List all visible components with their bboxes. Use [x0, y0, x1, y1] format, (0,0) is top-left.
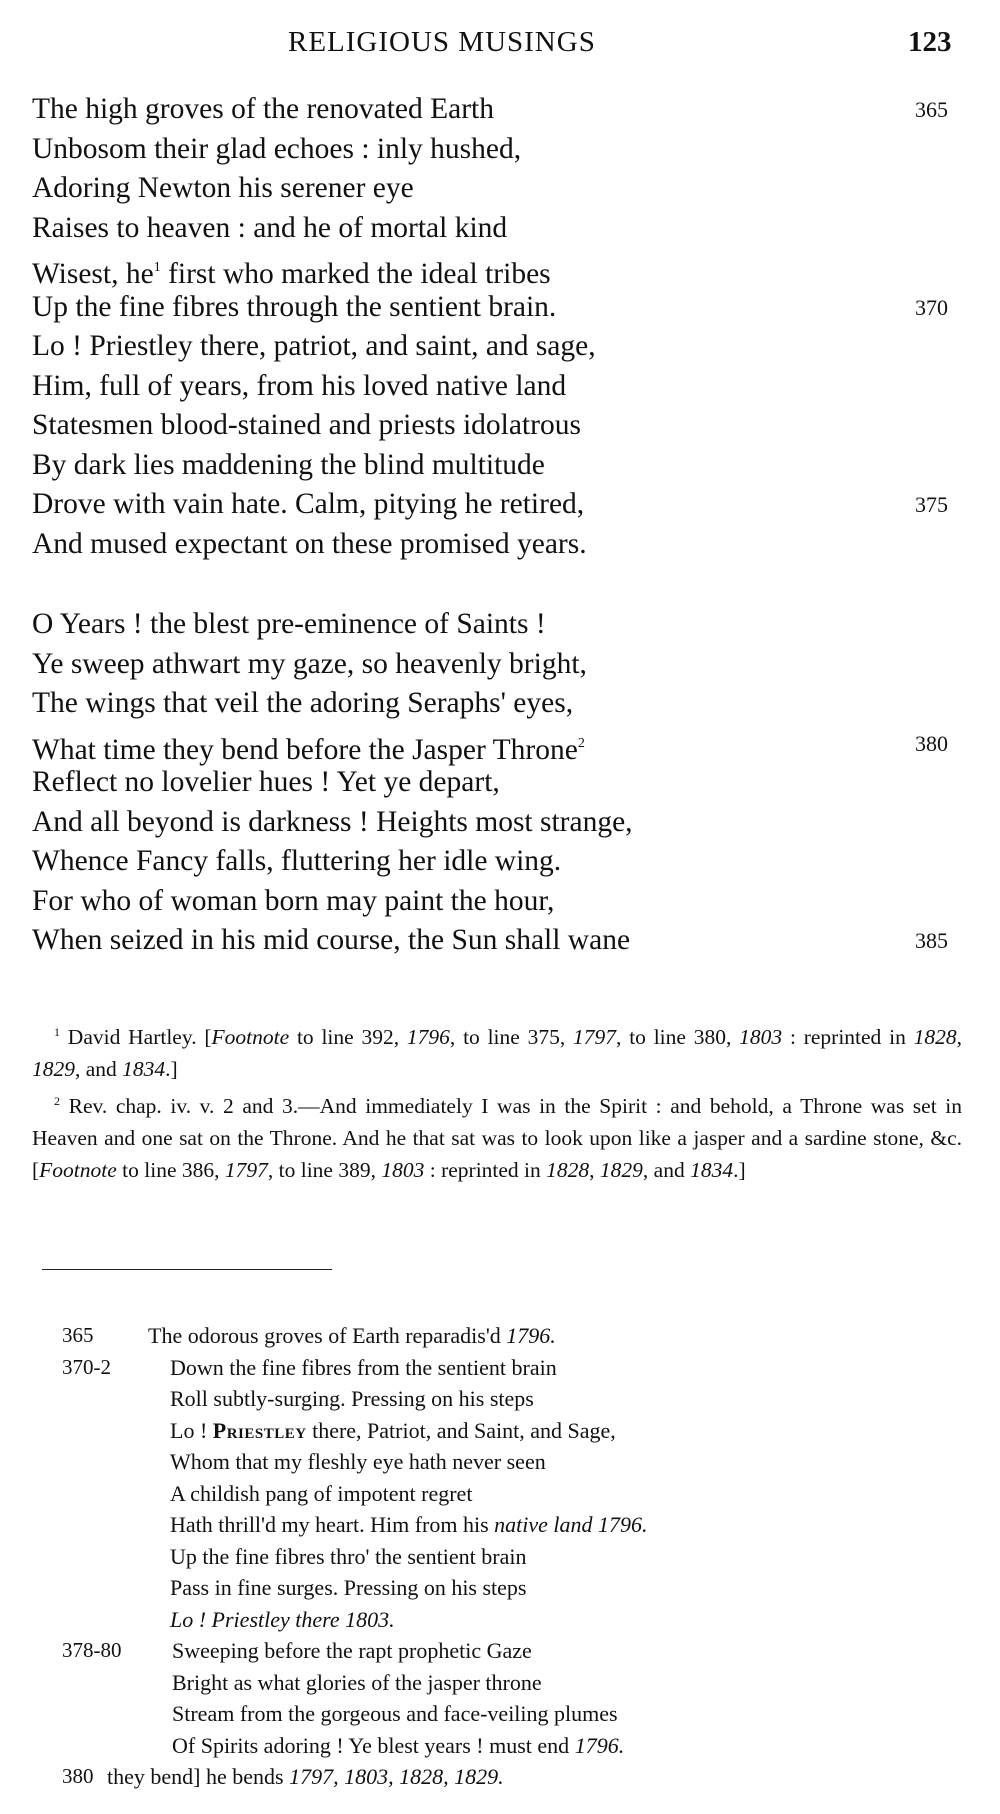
line-number: 375: [915, 492, 948, 517]
variant-line: [62, 1352, 962, 1384]
variant-year: 1796.: [506, 1323, 556, 1348]
verse-line: [32, 367, 962, 407]
variant-line-number: 378-80: [62, 1638, 122, 1662]
footnote-marker: 2: [54, 1094, 60, 1108]
page-number: 123: [908, 26, 952, 58]
variant-text: [148, 1320, 556, 1352]
fn-text: to line 392,: [289, 1025, 407, 1049]
variant-text: [170, 1415, 616, 1447]
verse-line: [32, 803, 962, 843]
line-number: 380: [915, 730, 948, 756]
line-text: And mused expectant on these promised years.: [32, 527, 587, 560]
footnote-1: [32, 1016, 962, 1085]
line-text: Drove with vain hate. Calm, pitying he retired,: [32, 488, 585, 520]
line-text: Ye sweep athwart my gaze, so heavenly bright,: [32, 647, 587, 680]
fn-italic: 1796: [406, 1025, 450, 1049]
fn-italic: Footnote: [39, 1158, 117, 1182]
stanza-2: [32, 605, 962, 961]
fn-text: , to line 380,: [616, 1025, 740, 1049]
fn-text: , and: [642, 1158, 691, 1182]
line-text: Raises to heaven : and he of mortal kind: [32, 211, 508, 244]
variant-text-part: The odorous groves of Earth reparadis'd: [148, 1323, 507, 1348]
line-text: Wisest, he: [32, 258, 154, 290]
fn-italic: 1829: [599, 1158, 643, 1182]
line-text: Reflect no lovelier hues ! Yet ye depart,: [32, 766, 500, 798]
verse-line: [32, 684, 962, 724]
footnote-ref-2[interactable]: 2: [577, 735, 585, 751]
fn-italic: 1797: [573, 1025, 617, 1049]
variant-year: 1796.: [574, 1732, 625, 1758]
fn-text: , to line 375,: [449, 1025, 574, 1049]
line-text: O Years ! the blest pre-eminence of Saints !: [32, 608, 546, 640]
page-header: [0, 22, 1000, 62]
line-text: By dark lies maddening the blind multitude: [32, 448, 545, 481]
variant-line: [62, 1509, 962, 1541]
verse-line: [32, 724, 962, 764]
variant-line: [62, 1446, 962, 1478]
line-text: Adoring Newton his serener eye: [32, 172, 414, 204]
fn-italic: Footnote: [211, 1025, 290, 1049]
line-text: And all beyond is darkness ! Heights most strange,: [32, 805, 633, 838]
variant-line: [62, 1604, 962, 1636]
running-title: RELIGIOUS MUSINGS: [288, 26, 596, 58]
verse-line: [32, 842, 962, 882]
variant-text: Down the fine fibres from the sentient brain: [170, 1354, 557, 1380]
variant-smallcaps-name: Priestley: [212, 1417, 307, 1443]
fn-text: .]: [165, 1057, 178, 1081]
footnote-marker: 1: [54, 1025, 60, 1039]
variant-line: [62, 1572, 962, 1604]
fn-text: : reprinted in: [782, 1025, 914, 1049]
variant-text: Pass in fine surges. Pressing on his steps: [170, 1575, 527, 1600]
verse-line: [32, 485, 962, 525]
fn-text: Rev. chap. iv. v. 2 and 3.—And immediately I was in the Spirit : and behold, a Throne was set in Heaven and one sat on the Throne. And he that sat was to look upon like a jasper and a sardine stone, &c. [: [32, 1094, 963, 1182]
variant-italic: native land 1796.: [494, 1512, 648, 1537]
verse-line: [32, 446, 962, 486]
variant-text: Up the fine fibres thro' the sentient brain: [170, 1543, 527, 1569]
fn-italic: 1797: [224, 1158, 268, 1182]
fn-text: , and: [75, 1057, 123, 1081]
variant-text: Lo ! Priestley there 1803.: [170, 1606, 395, 1632]
fn-text: David Hartley. [: [67, 1025, 212, 1049]
variant-text: Bright as what glories of the jasper throne: [172, 1669, 542, 1695]
variant-line: [62, 1698, 962, 1730]
fn-italic: 1803: [739, 1025, 783, 1049]
variant-readings: [62, 1320, 962, 1793]
fn-italic: 1828: [913, 1025, 957, 1049]
fn-italic: 1803: [381, 1158, 425, 1182]
line-text: When seized in his mid course, the Sun shall wane: [32, 924, 631, 956]
stanza-1: [32, 90, 962, 564]
line-text: The high groves of the renovated Earth: [32, 93, 495, 125]
fn-text: to line 386,: [116, 1158, 225, 1182]
fn-italic: 1834: [122, 1057, 166, 1081]
line-text: The wings that veil the adoring Seraphs' eyes,: [32, 687, 574, 719]
variant-line: [62, 1383, 962, 1415]
verse-line: [32, 248, 962, 288]
fn-text: ,: [589, 1158, 600, 1182]
verse-line: [32, 525, 962, 565]
verse-line: [32, 288, 962, 328]
line-text: Whence Fancy falls, fluttering her idle wing.: [32, 845, 562, 877]
line-text: Unbosom their glad echoes : inly hushed,: [32, 132, 522, 165]
variant-line: [62, 1761, 962, 1793]
line-text: Statesmen blood-stained and priests idolatrous: [32, 409, 581, 441]
verse-line: [32, 327, 962, 367]
variant-text: Stream from the gorgeous and face-veiling plumes: [172, 1701, 618, 1726]
divider-rule: [42, 1269, 332, 1270]
fn-italic: 1829: [32, 1057, 75, 1081]
line-number: 385: [915, 928, 948, 953]
verse-line: [32, 90, 962, 130]
fn-text: , to line 389,: [267, 1158, 382, 1182]
line-text: For who of woman born may paint the hour,: [32, 884, 555, 917]
fn-text: : reprinted in: [424, 1158, 547, 1182]
line-number: 370: [915, 294, 948, 320]
footnotes: [32, 1016, 962, 1186]
variant-line: [62, 1320, 962, 1352]
variant-line: [62, 1478, 962, 1510]
verse-line: [32, 763, 962, 803]
variant-line: [62, 1730, 962, 1762]
line-text: What time they bend before the Jasper Throne: [32, 733, 578, 766]
fn-text: .]: [733, 1158, 746, 1182]
verse-line: [32, 645, 962, 685]
variant-text-part: Hath thrill'd my heart. Him from his: [170, 1512, 495, 1537]
variant-text: Whom that my fleshly eye hath never seen: [170, 1449, 546, 1474]
verse-line: [32, 130, 962, 170]
line-text: Up the fine fibres through the sentient brain.: [32, 290, 557, 323]
variant-text-part: there, Patriot, and Saint, and Sage,: [306, 1417, 616, 1443]
variant-text-part: Of Spirits adoring ! Ye blest years ! must end: [172, 1732, 575, 1758]
fn-text: ,: [956, 1025, 962, 1049]
variant-line-number: 370-2: [62, 1354, 111, 1379]
fn-italic: 1828: [546, 1158, 590, 1182]
fn-italic: 1834: [690, 1158, 734, 1182]
variant-line: [62, 1541, 962, 1573]
variant-text: [170, 1509, 648, 1541]
variant-text: [172, 1730, 624, 1762]
line-text: Lo ! Priestley there, patriot, and saint, and sage,: [32, 330, 596, 362]
line-text: first who marked the ideal tribes: [160, 258, 551, 290]
verse-line: [32, 406, 962, 446]
variant-text: Roll subtly-surging. Pressing on his steps: [170, 1386, 534, 1411]
variant-line: [62, 1667, 962, 1699]
variant-line: [62, 1635, 962, 1667]
verse-line: [32, 169, 962, 209]
variant-line-number: 380: [62, 1764, 94, 1788]
variant-text-part: Lo !: [170, 1417, 213, 1443]
variant-years: 1797, 1803, 1828, 1829.: [289, 1764, 504, 1789]
verse-line: [32, 209, 962, 249]
line-text: Him, full of years, from his loved native land: [32, 369, 567, 402]
variant-text: A childish pang of impotent regret: [170, 1480, 473, 1506]
variant-line: [62, 1415, 962, 1447]
verse-line: [32, 605, 962, 645]
verse-line: [32, 882, 962, 922]
variant-text-part: they bend] he bends: [107, 1764, 290, 1789]
footnote-ref-1[interactable]: 1: [153, 260, 161, 275]
variant-text: Sweeping before the rapt prophetic Gaze: [172, 1638, 532, 1663]
variant-line-number: 365: [62, 1323, 94, 1347]
footnote-2: [32, 1085, 962, 1186]
verse-line: [32, 921, 962, 961]
line-number: 365: [915, 97, 948, 122]
variant-text: [107, 1761, 504, 1793]
